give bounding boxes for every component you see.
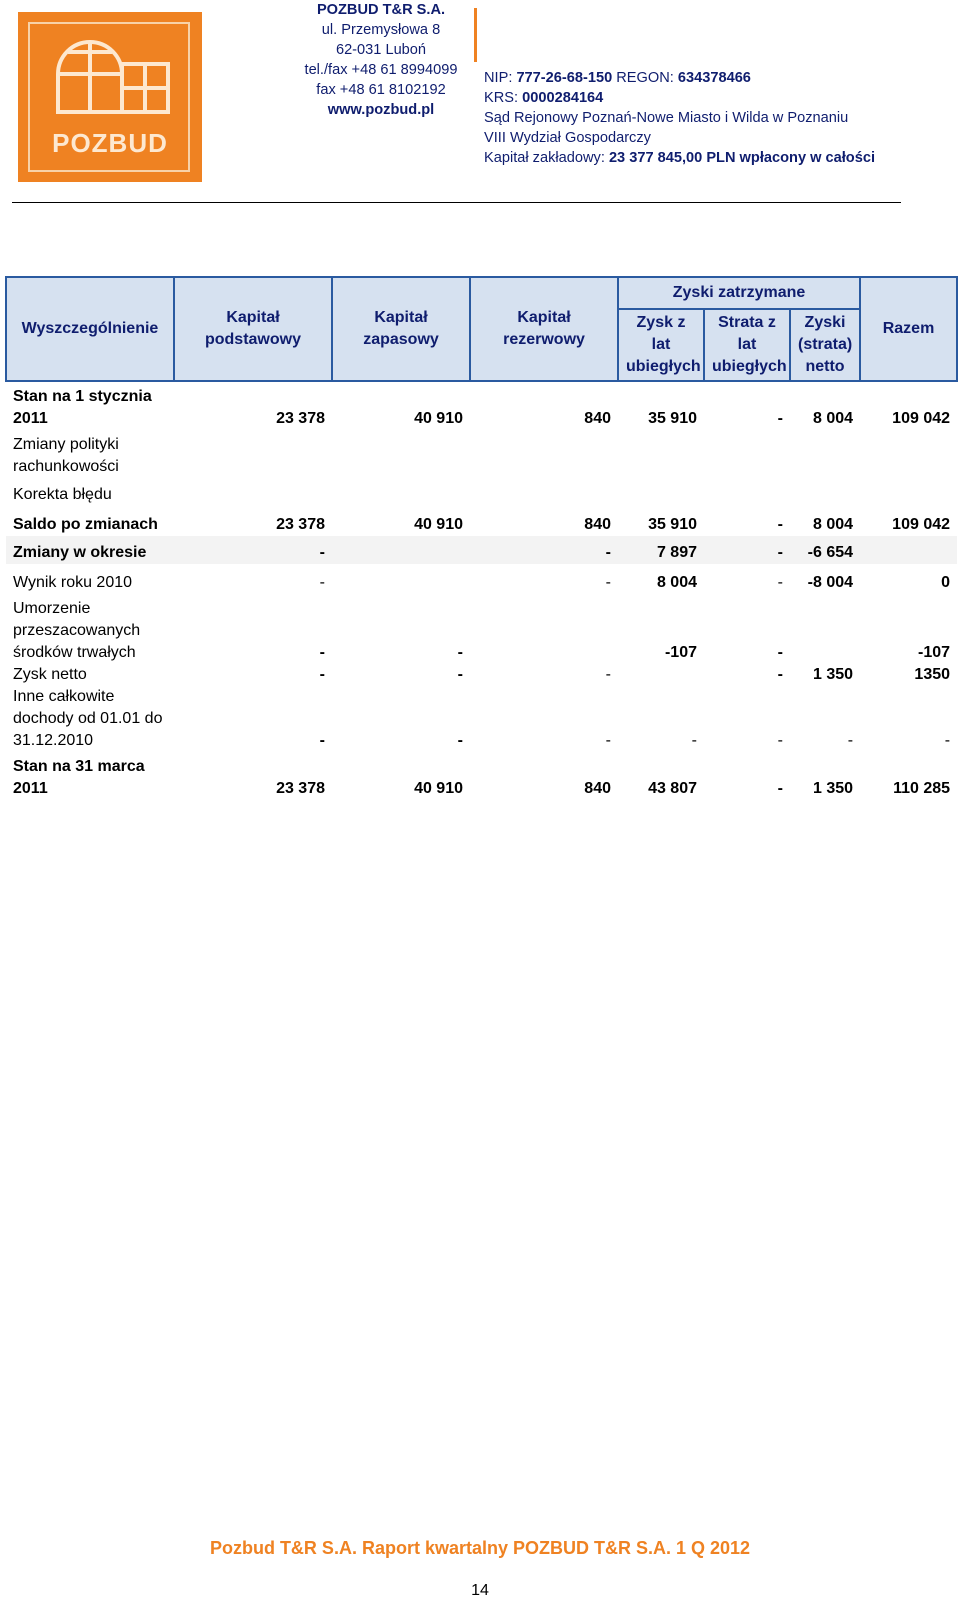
cell-value: - bbox=[319, 666, 325, 683]
cell-value bbox=[332, 478, 470, 506]
cell-value: 840 bbox=[584, 516, 611, 533]
row-label: Umorzenie przeszacowanych środków trwałych bbox=[13, 600, 141, 661]
cell-value: - bbox=[777, 516, 783, 533]
row-label: Stan na 1 stycznia 2011 bbox=[13, 388, 152, 427]
cell-value bbox=[790, 430, 860, 478]
cell-value bbox=[618, 664, 704, 686]
cell-value bbox=[860, 430, 957, 478]
cell-value: 840 bbox=[584, 410, 611, 427]
cell-value: 43 807 bbox=[648, 780, 697, 797]
cell-value bbox=[790, 594, 860, 664]
footer-report-title: Pozbud T&R S.A. Raport kwartalny POZBUD T&R S.A. 1 Q 2012 bbox=[209, 1538, 751, 1558]
cell-value: - bbox=[777, 666, 783, 683]
department-line: VIII Wydział Gospodarczy bbox=[484, 130, 651, 146]
cell-value: - bbox=[319, 732, 325, 749]
cell-value: - bbox=[457, 644, 463, 661]
cell-value: 8 004 bbox=[656, 574, 697, 591]
cell-value: - bbox=[319, 644, 325, 661]
cell-value bbox=[470, 478, 618, 506]
cell-value: 40 910 bbox=[414, 780, 463, 797]
cell-value: 23 378 bbox=[276, 780, 325, 797]
header-zysk-lat: Zysk z lat ubiegłych bbox=[618, 309, 704, 381]
nip-label: NIP: bbox=[484, 70, 517, 86]
registration-block bbox=[484, 68, 875, 168]
logo-text: POZBUD bbox=[52, 128, 168, 158]
cell-value: - bbox=[174, 536, 332, 564]
cell-value: 1350 bbox=[914, 666, 951, 683]
court-line: Sąd Rejonowy Poznań-Nowe Miasto i Wilda w Poznaniu bbox=[484, 110, 849, 126]
cell-value: 1 350 bbox=[812, 666, 854, 683]
cell-value: - bbox=[777, 732, 783, 749]
company-street: ul. Przemysłowa 8 bbox=[321, 22, 441, 38]
header-desc: Wyszczególnienie bbox=[6, 277, 174, 381]
cell-value: 23 378 bbox=[276, 410, 325, 427]
cell-value bbox=[470, 594, 618, 664]
krs-label: KRS: bbox=[484, 90, 523, 106]
cell-value bbox=[618, 478, 704, 506]
regon-label: REGON: bbox=[612, 70, 678, 86]
row-label: Wynik roku 2010 bbox=[13, 574, 133, 591]
header-zyski-netto: Zyski (strata) netto bbox=[790, 309, 860, 381]
header-kapital-zapasowy: Kapitał zapasowy bbox=[332, 277, 470, 381]
page-number: 14 bbox=[471, 1582, 489, 1599]
cell-value: 35 910 bbox=[648, 410, 697, 427]
cell-value bbox=[860, 536, 957, 564]
cell-value bbox=[174, 478, 332, 506]
cell-value: 8 004 bbox=[812, 410, 854, 427]
cell-value: 23 378 bbox=[276, 516, 325, 533]
company-city: 62-031 Luboń bbox=[335, 42, 427, 58]
header-rule bbox=[12, 202, 901, 203]
cell-value: 109 042 bbox=[892, 516, 951, 533]
cell-value: - bbox=[777, 410, 783, 427]
nip-regon-line bbox=[484, 68, 875, 88]
row-label: Inne całkowite dochody od 01.01 do 31.12.2010 bbox=[13, 688, 163, 749]
cell-value: - bbox=[777, 780, 783, 797]
cell-value: - bbox=[605, 574, 611, 591]
cell-value: - bbox=[944, 732, 951, 749]
nip-value: 777-26-68-150 bbox=[516, 70, 613, 86]
krs-line bbox=[484, 88, 875, 108]
cell-value bbox=[704, 478, 790, 506]
cell-value bbox=[860, 478, 957, 506]
row-label: Zysk netto bbox=[13, 666, 87, 683]
cell-value bbox=[332, 536, 470, 564]
regon-value: 634378466 bbox=[677, 70, 751, 86]
cell-value: - bbox=[605, 666, 611, 683]
table-row bbox=[6, 564, 957, 594]
company-www[interactable]: www.pozbud.pl bbox=[327, 102, 435, 118]
company-address-block bbox=[296, 0, 466, 120]
cell-value: -107 bbox=[917, 644, 951, 661]
header-kapital-rezerwowy: Kapitał rezerwowy bbox=[470, 277, 618, 381]
cell-value: - bbox=[605, 732, 611, 749]
row-label: Saldo po zmianach bbox=[13, 516, 158, 533]
header-kapital-podstawowy: Kapitał podstawowy bbox=[174, 277, 332, 381]
company-tel: tel./fax +48 61 8994099 bbox=[304, 62, 458, 78]
cell-value: - bbox=[847, 732, 854, 749]
table-row bbox=[6, 506, 957, 536]
cell-value: 8 004 bbox=[812, 516, 854, 533]
equity-changes-table bbox=[5, 276, 958, 800]
table-row bbox=[6, 752, 957, 800]
cell-value: 40 910 bbox=[414, 410, 463, 427]
cell-value bbox=[790, 478, 860, 506]
cell-value bbox=[470, 430, 618, 478]
cell-value: 35 910 bbox=[648, 516, 697, 533]
capital-line bbox=[484, 148, 875, 168]
capital-value: 23 377 845,00 PLN wpłacony w całości bbox=[608, 150, 876, 166]
row-label: Zmiany polityki rachunkowości bbox=[13, 436, 119, 475]
cell-value: 840 bbox=[584, 780, 611, 797]
cell-value bbox=[332, 564, 470, 594]
cell-value: - bbox=[777, 644, 783, 661]
table-row bbox=[6, 594, 957, 664]
cell-value bbox=[704, 430, 790, 478]
cell-value: - bbox=[691, 732, 697, 749]
cell-value: - bbox=[470, 536, 618, 564]
table-row bbox=[6, 686, 957, 752]
table-row bbox=[6, 430, 957, 478]
cell-value: - bbox=[704, 536, 790, 564]
cell-value: 40 910 bbox=[414, 516, 463, 533]
divider-orange bbox=[474, 8, 477, 62]
cell-value bbox=[618, 430, 704, 478]
table-row bbox=[6, 536, 957, 564]
capital-label: Kapitał zakładowy: bbox=[484, 150, 609, 166]
row-label: Korekta błędu bbox=[13, 486, 112, 503]
table-row bbox=[6, 381, 957, 430]
krs-value: 0000284164 bbox=[522, 90, 604, 106]
cell-value bbox=[332, 430, 470, 478]
row-label: Stan na 31 marca 2011 bbox=[13, 758, 145, 797]
table-row bbox=[6, 664, 957, 686]
cell-value: - bbox=[457, 732, 463, 749]
table-row bbox=[6, 478, 957, 506]
cell-value: -8 004 bbox=[807, 574, 854, 591]
cell-value bbox=[174, 430, 332, 478]
cell-value: - bbox=[457, 666, 463, 683]
company-fax: fax +48 61 8102192 bbox=[316, 82, 446, 98]
cell-value: 1 350 bbox=[812, 780, 854, 797]
company-logo bbox=[18, 12, 202, 182]
row-label: Zmiany w okresie bbox=[6, 536, 174, 564]
header-strata-lat: Strata z lat ubiegłych bbox=[704, 309, 790, 381]
cell-value: -107 bbox=[664, 644, 697, 661]
cell-value: -6 654 bbox=[790, 536, 860, 564]
cell-value: 0 bbox=[941, 574, 951, 591]
cell-value: 110 285 bbox=[893, 780, 951, 797]
header-razem: Razem bbox=[860, 277, 957, 381]
company-name: POZBUD T&R S.A. bbox=[316, 2, 446, 18]
header-zyski-zatrzymane: Zyski zatrzymane bbox=[618, 277, 860, 309]
cell-value: - bbox=[777, 574, 783, 591]
cell-value: - bbox=[319, 574, 325, 591]
cell-value: 7 897 bbox=[618, 536, 704, 564]
cell-value: 109 042 bbox=[892, 410, 951, 427]
